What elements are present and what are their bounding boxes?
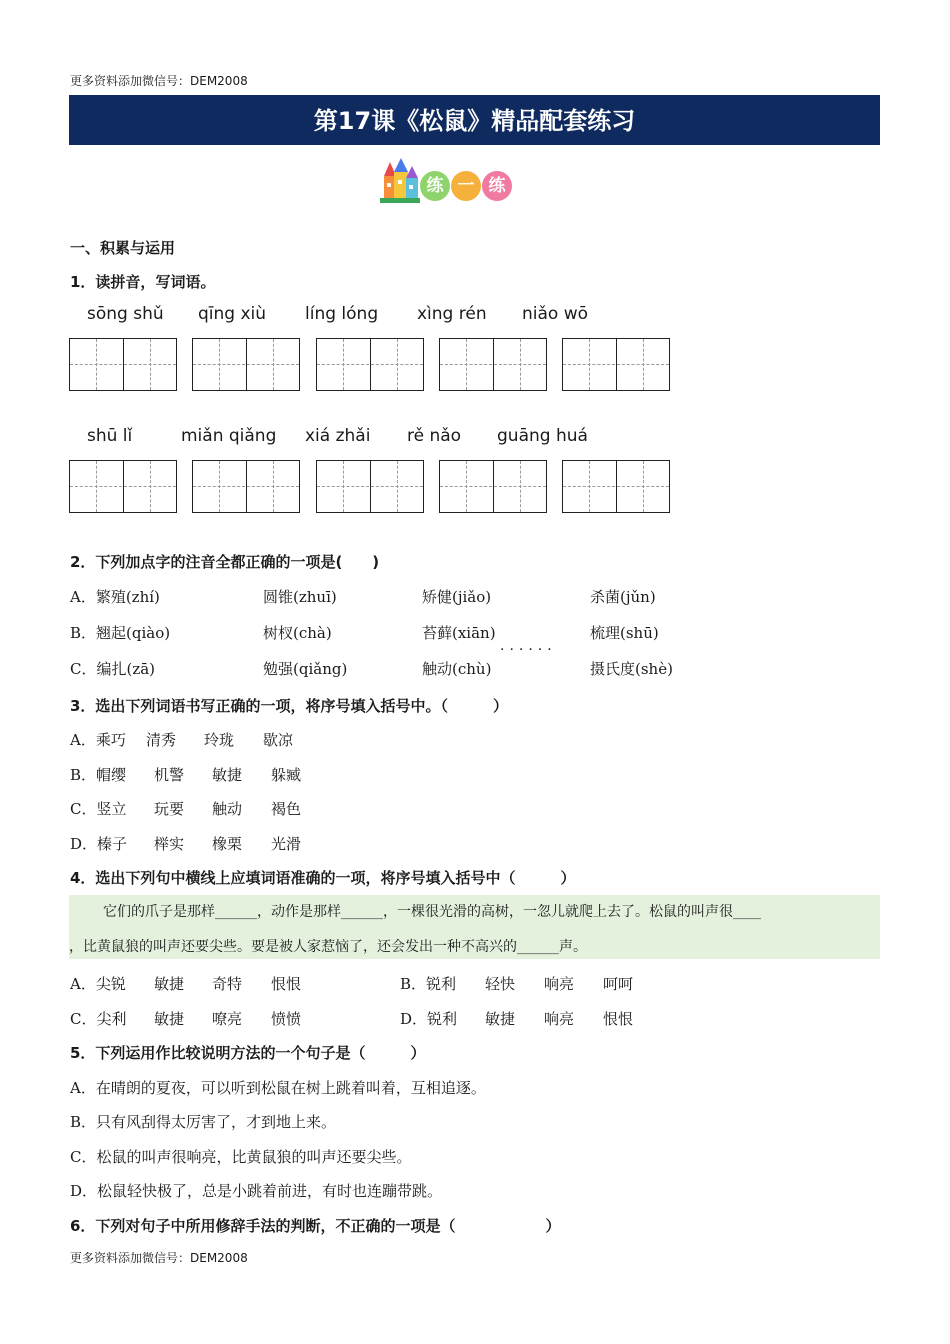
option-text: 触动	[212, 800, 243, 818]
option-text: D．锐利	[400, 1010, 458, 1028]
option-text: B．只有风刮得太厉害了，才到地上来。	[70, 1113, 337, 1131]
option-text: A．尖锐	[70, 975, 126, 993]
emphasis-dots: ······	[500, 642, 557, 658]
option-text: 摄氏度(shè)	[590, 660, 673, 678]
option-text: C．编扎(zā)	[70, 660, 156, 678]
option-text: 苔藓(xiān)	[422, 624, 496, 642]
option-text: 梳理(shū)	[590, 624, 659, 642]
option-text: 敏捷	[154, 1010, 185, 1028]
pinyin: miǎn qiǎng	[181, 426, 277, 446]
logo-char-3: 练	[482, 171, 512, 201]
option-text: 玲珑	[204, 731, 235, 749]
option-text: 呵呵	[603, 975, 634, 993]
logo-char-1: 练	[420, 171, 450, 201]
quote-passage	[69, 895, 880, 959]
option-text: 橡栗	[212, 835, 243, 853]
option-text: B．锐利	[400, 975, 457, 993]
option-text: C．竖立	[70, 800, 127, 818]
option-text: B．帽缨	[70, 766, 127, 784]
pinyin: xìng rén	[417, 304, 487, 324]
practice-logo	[380, 158, 515, 206]
writing-grid[interactable]	[69, 460, 177, 513]
option-text: 清秀	[146, 731, 177, 749]
writing-grid[interactable]	[192, 460, 300, 513]
q4-title: 4．选出下列句中横线上应填词语准确的一项，将序号填入括号中（ ）	[70, 869, 576, 887]
option-text: 勉强(qiǎng)	[263, 660, 348, 678]
option-text: 玩要	[154, 800, 185, 818]
q6-title: 6．下列对句子中所用修辞手法的判断，不正确的一项是（ ）	[70, 1217, 561, 1235]
q3-title: 3．选出下列词语书写正确的一项，将序号填入括号中。（ ）	[70, 697, 508, 715]
pinyin: shū lǐ	[87, 426, 133, 446]
option-text: 杀菌(jǔn)	[590, 588, 656, 606]
option-text: A．繁殖(zhí)	[70, 588, 160, 606]
option-text: 圆锥(zhuī)	[263, 588, 337, 606]
writing-grid[interactable]	[439, 460, 547, 513]
quote-line: ，比黄鼠狼的叫声还要尖些。要是被人家惹恼了，还会发出一种不高兴的______声。	[69, 939, 587, 955]
writing-grid[interactable]	[69, 338, 177, 391]
logo-char-2: 一	[451, 171, 481, 201]
pinyin: líng lóng	[305, 304, 379, 324]
option-text: A．乘巧	[70, 731, 126, 749]
option-text: D．松鼠轻快极了，总是小跳着前进，有时也连蹦带跳。	[70, 1182, 443, 1200]
option-text: 树杈(chà)	[263, 624, 332, 642]
option-text: 响亮	[544, 1010, 575, 1028]
pencil-houses-icon	[380, 158, 420, 206]
option-text: 恨恨	[271, 975, 302, 993]
page-title: 第17课《松鼠》精品配套练习	[69, 95, 880, 145]
option-text: 敏捷	[154, 975, 185, 993]
q5-title: 5．下列运用作比较说明方法的一个句子是（ ）	[70, 1044, 426, 1062]
pinyin: guāng huá	[497, 426, 588, 446]
writing-grid[interactable]	[562, 460, 670, 513]
pinyin: niǎo wō	[522, 304, 589, 324]
footer-note: 更多资料添加微信号：DEM2008	[70, 1251, 248, 1265]
option-text: 机警	[154, 766, 185, 784]
option-text: 嘹亮	[212, 1010, 243, 1028]
writing-grid[interactable]	[316, 460, 424, 513]
q2-title: 2．下列加点字的注音全都正确的一项是( )	[70, 553, 380, 571]
option-text: 愤愤	[271, 1010, 302, 1028]
option-text: A．在晴朗的夏夜，可以听到松鼠在树上跳着叫着，互相追逐。	[70, 1079, 486, 1097]
option-text: 榉实	[154, 835, 185, 853]
option-text: B．翘起(qiào)	[70, 624, 171, 642]
pinyin: sōng shǔ	[87, 304, 164, 324]
option-text: D．榛子	[70, 835, 128, 853]
option-text: 敏捷	[485, 1010, 516, 1028]
option-text: 轻快	[485, 975, 516, 993]
option-text: 敏捷	[212, 766, 243, 784]
pinyin: rě nǎo	[407, 426, 462, 446]
option-text: 恨恨	[603, 1010, 634, 1028]
writing-grid[interactable]	[192, 338, 300, 391]
option-text: 奇特	[212, 975, 243, 993]
option-text: C．松鼠的叫声很响亮，比黄鼠狼的叫声还要尖些。	[70, 1148, 412, 1166]
pinyin: xiá zhǎi	[305, 426, 371, 446]
option-text: 矫健(jiǎo)	[422, 588, 492, 606]
option-text: 歇凉	[263, 731, 294, 749]
quote-line: 它们的爪子是那样______，动作是那样______，一棵很光滑的高树，一忽儿就爬上去了。松鼠的叫声很____	[103, 904, 761, 920]
writing-grid[interactable]	[316, 338, 424, 391]
option-text: 褐色	[271, 800, 302, 818]
option-text: 光滑	[271, 835, 302, 853]
header-note: 更多资料添加微信号：DEM2008	[70, 74, 248, 88]
section-heading: 一、积累与运用	[70, 239, 176, 257]
writing-grid[interactable]	[439, 338, 547, 391]
writing-grid[interactable]	[562, 338, 670, 391]
option-text: 触动(chù)	[422, 660, 492, 678]
option-text: 躲臧	[271, 766, 302, 784]
option-text: C．尖利	[70, 1010, 127, 1028]
q1-title: 1．读拼音，写词语。	[70, 273, 216, 291]
pinyin: qīng xiù	[198, 304, 267, 324]
option-text: 响亮	[544, 975, 575, 993]
